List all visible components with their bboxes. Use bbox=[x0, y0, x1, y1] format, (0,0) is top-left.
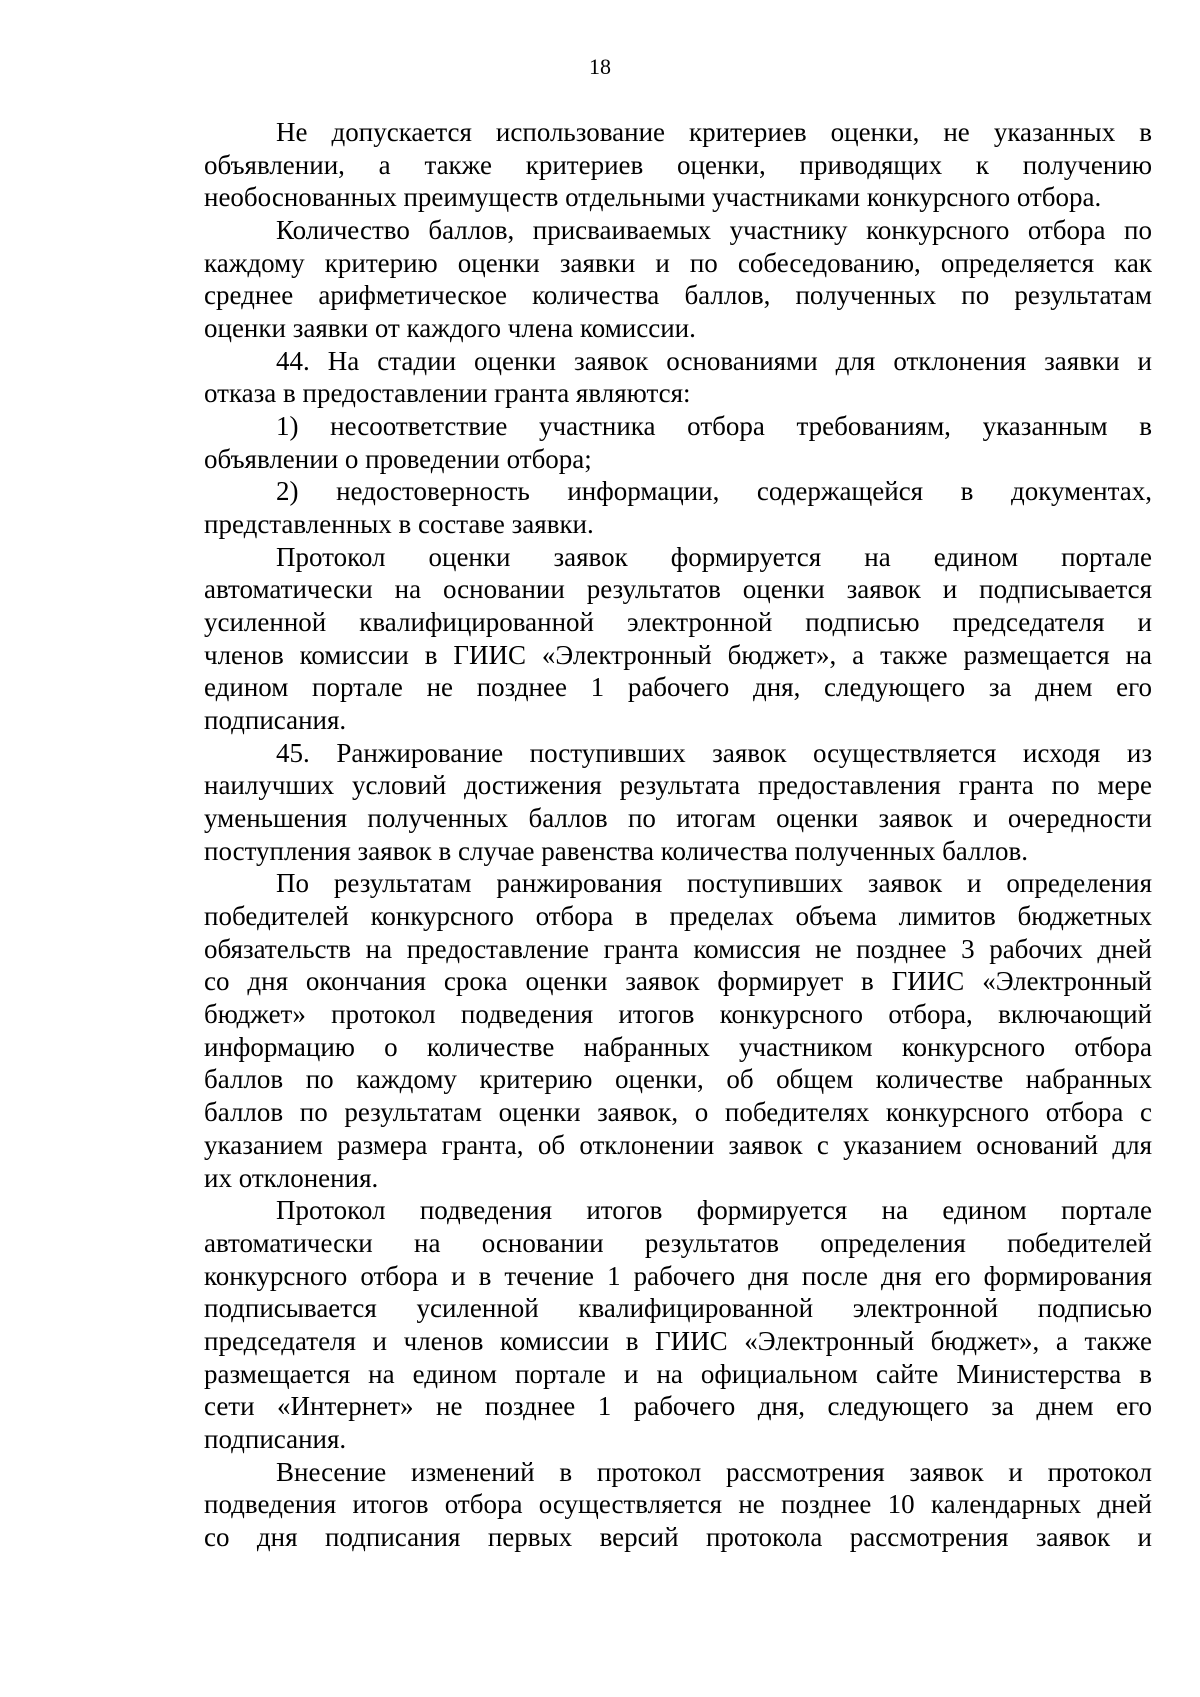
text-line: баллов по каждому критерию оценки, об общем количестве набранных bbox=[204, 1064, 1152, 1095]
text-line: усиленной квалифицированной электронной подписью председателя и bbox=[204, 607, 1152, 638]
text-line: Внесение изменений в протокол рассмотрения заявок и протокол bbox=[276, 1456, 1152, 1487]
text-line: 44. На стадии оценки заявок основаниями для отклонения заявки и bbox=[276, 345, 1152, 376]
text-line: объявлении о проведении отбора; bbox=[204, 443, 592, 474]
text-line: автоматически на основании результатов оценки заявок и подписывается bbox=[204, 574, 1152, 605]
text-line: среднее арифметическое количества баллов, полученных по результатам bbox=[204, 280, 1152, 311]
text-line: победителей конкурсного отбора в пределах объема лимитов бюджетных bbox=[204, 901, 1152, 932]
text-line: обязательств на предоставление гранта комиссия не позднее 3 рабочих дней bbox=[204, 933, 1152, 964]
text-line: поступления заявок в случае равенства количества полученных баллов. bbox=[204, 835, 1028, 866]
text-line: наилучших условий достижения результата предоставления гранта по мере bbox=[204, 770, 1152, 801]
text-line: размещается на едином портале и на официальном сайте Министерства в bbox=[204, 1358, 1152, 1389]
text-line: 45. Ранжирование поступивших заявок осуществляется исходя из bbox=[276, 737, 1152, 768]
text-line: подписывается усиленной квалифицированной электронной подписью bbox=[204, 1293, 1152, 1324]
text-line: сети «Интернет» не позднее 1 рабочего дня, следующего за днем его bbox=[204, 1391, 1152, 1422]
text-line: подписания. bbox=[204, 705, 347, 736]
text-line: отказа в предоставлении гранта являются: bbox=[204, 378, 691, 409]
text-line: Количество баллов, присваиваемых участнику конкурсного отбора по bbox=[276, 215, 1152, 246]
text-line: автоматически на основании результатов определения победителей bbox=[204, 1227, 1152, 1258]
text-line: баллов по результатам оценки заявок, о победителях конкурсного отбора с bbox=[204, 1097, 1152, 1128]
document-body bbox=[204, 116, 1152, 1554]
text-line: подписания. bbox=[204, 1423, 347, 1454]
text-line: информацию о количестве набранных участником конкурсного отбора bbox=[204, 1031, 1152, 1062]
text-line: членов комиссии в ГИИС «Электронный бюджет», а также размещается на bbox=[204, 639, 1152, 670]
text-line: бюджет» протокол подведения итогов конкурсного отбора, включающий bbox=[204, 999, 1152, 1030]
text-line: каждому критерию оценки заявки и по собеседованию, определяется как bbox=[204, 247, 1152, 278]
text-line: конкурсного отбора и в течение 1 рабочего дня после дня его формирования bbox=[204, 1260, 1152, 1291]
text-line: оценки заявки от каждого члена комиссии. bbox=[204, 313, 696, 344]
text-line: подведения итогов отбора осуществляется не позднее 10 календарных дней bbox=[204, 1489, 1152, 1520]
text-line: со дня окончания срока оценки заявок формирует в ГИИС «Электронный bbox=[204, 966, 1152, 997]
text-line: представленных в составе заявки. bbox=[204, 509, 594, 540]
text-line: Протокол оценки заявок формируется на едином портале bbox=[276, 541, 1152, 572]
text-line: объявлении, а также критериев оценки, приводящих к получению bbox=[204, 149, 1152, 180]
text-line: их отклонения. bbox=[204, 1162, 379, 1193]
text-line: едином портале не позднее 1 рабочего дня, следующего за днем его bbox=[204, 672, 1152, 703]
text-line: Не допускается использование критериев оценки, не указанных в bbox=[276, 117, 1152, 147]
text-line: необоснованных преимуществ отдельными участниками конкурсного отбора. bbox=[204, 182, 1102, 213]
text-line: председателя и членов комиссии в ГИИС «Электронный бюджет», а также bbox=[204, 1325, 1152, 1356]
text-line: 1) несоответствие участника отбора требованиям, указанным в bbox=[276, 411, 1152, 442]
page-number: 18 bbox=[589, 54, 611, 79]
text-line: указанием размера гранта, об отклонении заявок с указанием оснований для bbox=[204, 1129, 1152, 1160]
text-line: со дня подписания первых версий протокола рассмотрения заявок и bbox=[204, 1521, 1152, 1552]
text-line: Протокол подведения итогов формируется на едином портале bbox=[276, 1195, 1152, 1226]
text-line: 2) недостоверность информации, содержащейся в документах, bbox=[276, 476, 1152, 507]
text-line: По результатам ранжирования поступивших заявок и определения bbox=[276, 868, 1152, 899]
text-line: уменьшения полученных баллов по итогам оценки заявок и очередности bbox=[204, 803, 1152, 834]
